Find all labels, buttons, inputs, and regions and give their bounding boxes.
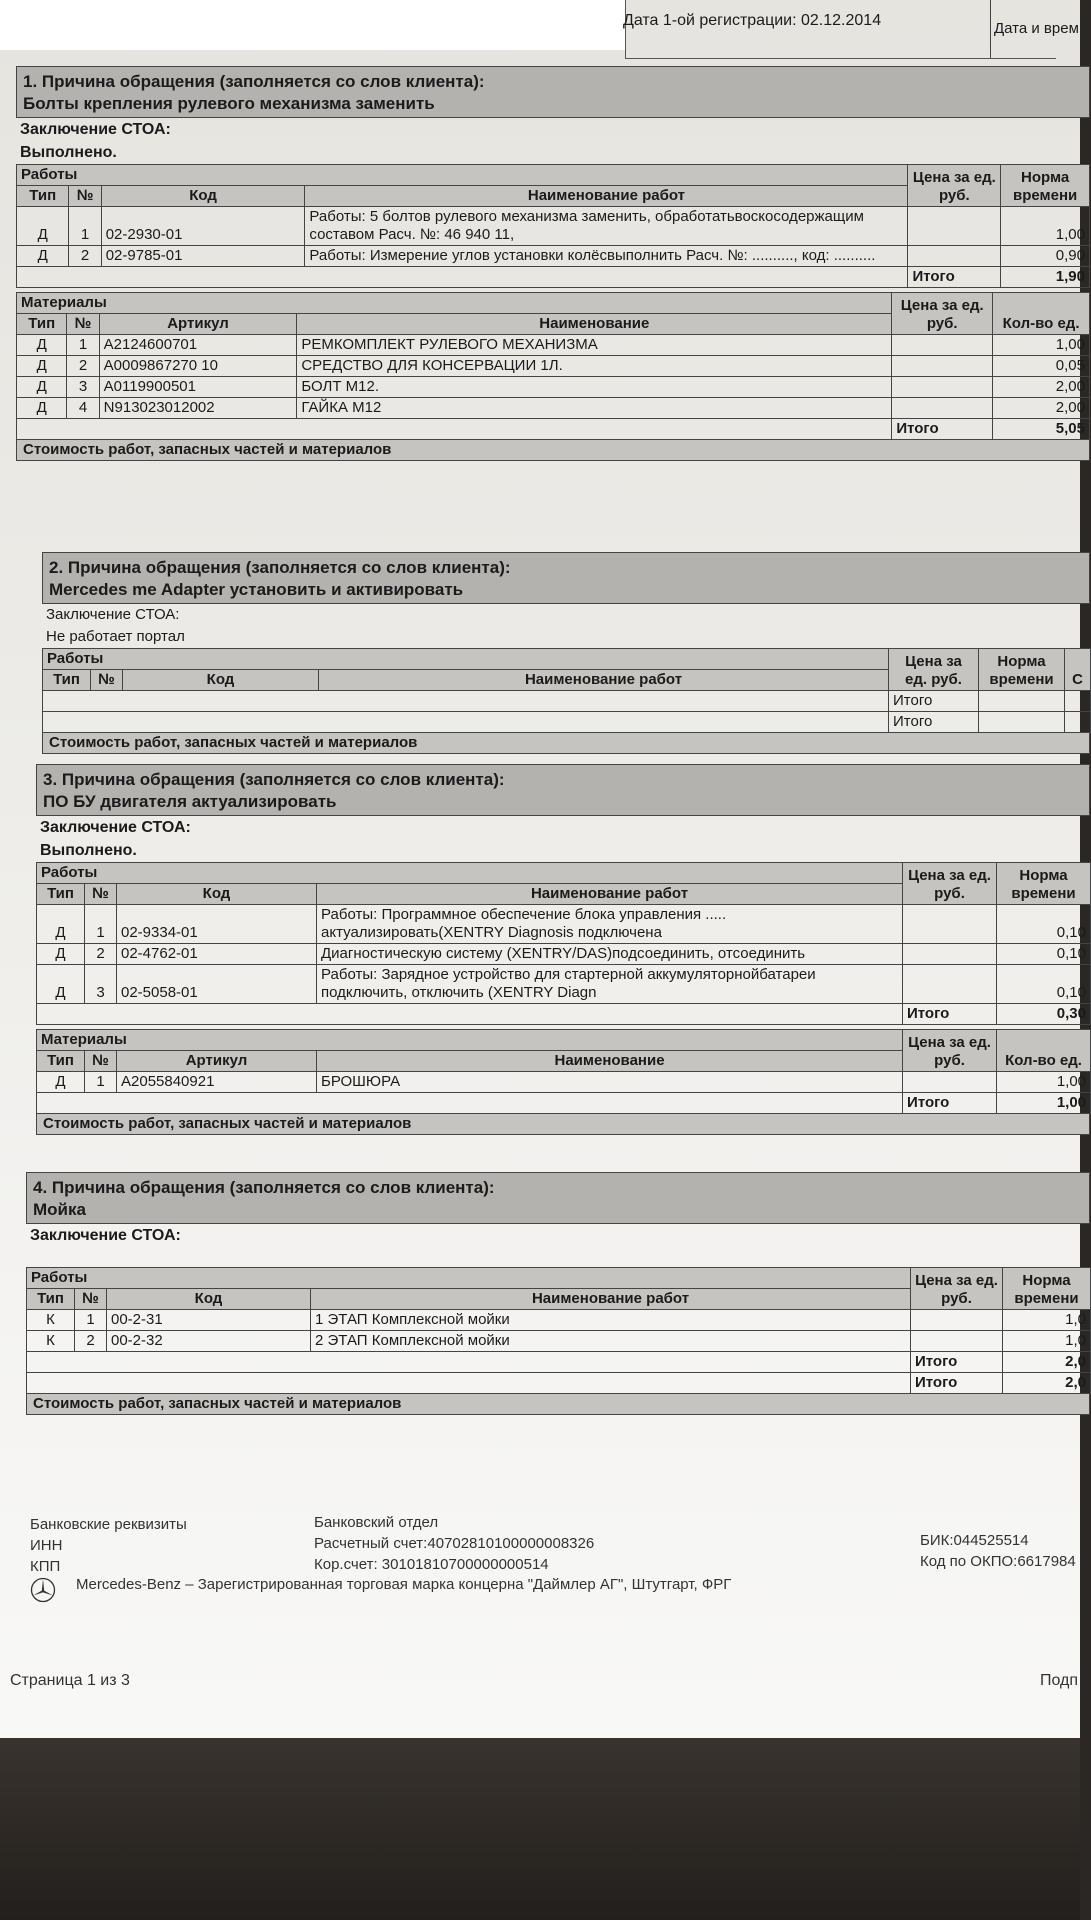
total-spacer bbox=[17, 419, 892, 440]
cell-code: 02-9334-01 bbox=[117, 905, 317, 944]
cell-name: Работы: 5 болтов рулевого механизма заменить, обработатьвоскосодержащим составом Расч. №: 46 940 11, bbox=[305, 207, 908, 246]
cell-qty: 2,00 bbox=[993, 398, 1090, 419]
cell-type: Д bbox=[37, 944, 85, 965]
total-value: 2,0 bbox=[1003, 1373, 1091, 1394]
section-4-reason bbox=[26, 1172, 1090, 1224]
col-type: Тип bbox=[43, 670, 91, 691]
cell-type: Д bbox=[17, 398, 67, 419]
col-price: Цена за ед. руб. bbox=[889, 649, 979, 691]
reason-label: 3. Причина обращения (заполняется со слов клиента): bbox=[43, 770, 505, 789]
okpo-value: Код по ОКПО:6617984 bbox=[920, 1553, 1076, 1570]
total-value bbox=[979, 691, 1065, 712]
cell-code: 02-5058-01 bbox=[117, 965, 317, 1004]
cell-name: Работы: Зарядное устройство для стартерной аккумуляторнойбатареи подключить, отключить (XENTRY Diagn bbox=[317, 965, 903, 1004]
reason-label: 2. Причина обращения (заполняется со слов клиента): bbox=[49, 558, 511, 577]
cell-qty: 0,05 bbox=[993, 356, 1090, 377]
inn-label: ИНН bbox=[30, 1537, 63, 1554]
section-2-reason bbox=[42, 552, 1090, 604]
bank-right-block bbox=[920, 1530, 1076, 1572]
col-name: Наименование bbox=[317, 1051, 903, 1072]
bik-value: БИК:044525514 bbox=[920, 1532, 1029, 1549]
cell-name: Работы: Измерение углов установки колёсвыполнить Расч. №: .........., код: .......... bbox=[305, 246, 908, 267]
col-norm: Норма времени bbox=[979, 649, 1065, 691]
col-type: Тип bbox=[17, 186, 69, 207]
cell-code: 00-2-32 bbox=[107, 1331, 311, 1352]
total-spacer bbox=[27, 1373, 911, 1394]
conclusion-text: Не работает портал bbox=[46, 628, 185, 645]
cell-type: Д bbox=[17, 335, 67, 356]
works-table bbox=[36, 862, 1091, 1025]
cell-code: 02-2930-01 bbox=[101, 207, 305, 246]
col-name: Наименование работ bbox=[317, 884, 903, 905]
registration-date: Дата 1-ой регистрации: 02.12.2014 bbox=[623, 12, 882, 29]
cell-type: Д bbox=[17, 356, 67, 377]
col-norm: Норма времени bbox=[1003, 1268, 1091, 1310]
total-value: 1,00 bbox=[997, 1093, 1091, 1114]
col-article: Артикул bbox=[99, 314, 297, 335]
col-price: Цена за ед. руб. bbox=[892, 293, 993, 335]
correspondent-account: Кор.счет: 30101810700000000514 bbox=[314, 1556, 549, 1573]
materials-table bbox=[16, 292, 1090, 440]
cell-norm: 1,0 bbox=[1003, 1331, 1091, 1352]
cell-name: БРОШЮРА bbox=[317, 1072, 903, 1093]
col-article: Артикул bbox=[117, 1051, 317, 1072]
reason-label: 1. Причина обращения (заполняется со слов клиента): bbox=[23, 72, 485, 91]
header-divider bbox=[990, 0, 991, 58]
header-blank-area bbox=[0, 0, 625, 50]
bank-requisites-label: Банковские реквизиты bbox=[30, 1516, 187, 1533]
cell-price bbox=[903, 944, 997, 965]
total-value bbox=[979, 712, 1065, 733]
cell-type: Д bbox=[17, 246, 69, 267]
section-3 bbox=[36, 764, 1090, 1135]
cell-price bbox=[911, 1310, 1003, 1331]
cell-qty: 1,00 bbox=[997, 1072, 1091, 1093]
table-row bbox=[37, 965, 1091, 1004]
total-label: Итого bbox=[911, 1352, 1003, 1373]
col-num: № bbox=[67, 314, 99, 335]
col-price: Цена за ед. руб. bbox=[903, 1030, 997, 1072]
total-spacer bbox=[37, 1093, 903, 1114]
works-table bbox=[26, 1267, 1091, 1394]
col-code: Код bbox=[101, 186, 305, 207]
col-num: № bbox=[85, 884, 117, 905]
materials-label: Материалы bbox=[37, 1030, 903, 1051]
cell-norm: 0,10 bbox=[997, 905, 1091, 944]
mercedes-star-icon bbox=[30, 1577, 56, 1603]
cell-type: Д bbox=[17, 207, 69, 246]
reason-label: 4. Причина обращения (заполняется со слов клиента): bbox=[33, 1178, 495, 1197]
cell-article: N913023012002 bbox=[99, 398, 297, 419]
col-code: Код bbox=[107, 1289, 311, 1310]
col-type: Тип bbox=[17, 314, 67, 335]
col-price: Цена за ед. руб. bbox=[903, 863, 997, 905]
table-row bbox=[37, 944, 1091, 965]
table-row bbox=[17, 335, 1090, 356]
cell-type: Д bbox=[17, 377, 67, 398]
table-row bbox=[37, 1072, 1091, 1093]
cell-num: 2 bbox=[67, 356, 99, 377]
cell-name: РЕМКОМПЛЕКТ РУЛЕВОГО МЕХАНИЗМА bbox=[297, 335, 892, 356]
cell-price bbox=[892, 335, 993, 356]
cell-name: Диагностическую систему (XENTRY/DAS)подсоединить, отсоединить bbox=[317, 944, 903, 965]
cell-num: 3 bbox=[67, 377, 99, 398]
cell-article: A0119900501 bbox=[99, 377, 297, 398]
cell-type: К bbox=[27, 1331, 75, 1352]
section-3-reason bbox=[36, 764, 1090, 816]
total-label: Итого bbox=[889, 712, 979, 733]
cell-article: A0009867270 10 bbox=[99, 356, 297, 377]
section-4 bbox=[26, 1172, 1090, 1415]
total-spacer bbox=[43, 712, 889, 733]
works-label: Работы bbox=[43, 649, 889, 670]
total-label: Итого bbox=[911, 1373, 1003, 1394]
section-2 bbox=[42, 552, 1090, 754]
materials-label: Материалы bbox=[17, 293, 892, 314]
cell-num: 1 bbox=[75, 1310, 107, 1331]
cell-norm: 1,00 bbox=[1001, 207, 1090, 246]
cell-price bbox=[892, 356, 993, 377]
works-label: Работы bbox=[37, 863, 903, 884]
table-row bbox=[27, 1310, 1091, 1331]
total-label: Итого bbox=[892, 419, 993, 440]
cell-num: 1 bbox=[67, 335, 99, 356]
table-row bbox=[37, 905, 1091, 944]
total-extra bbox=[1065, 712, 1091, 733]
cell-price bbox=[908, 207, 1001, 246]
trademark-notice: Mercedes-Benz – Зарегистрированная торговая марка концерна "Даймлер АГ", Штутгарт, ФРГ bbox=[76, 1576, 732, 1593]
total-spacer bbox=[27, 1352, 911, 1373]
cell-qty: 1,00 bbox=[993, 335, 1090, 356]
conclusion-text: Выполнено. bbox=[40, 842, 137, 859]
conclusion-label: Заключение СТОА: bbox=[40, 819, 191, 836]
table-row bbox=[17, 398, 1090, 419]
cell-num: 2 bbox=[75, 1331, 107, 1352]
total-label: Итого bbox=[908, 267, 1001, 288]
col-num: № bbox=[75, 1289, 107, 1310]
table-row bbox=[27, 1331, 1091, 1352]
cell-price bbox=[911, 1331, 1003, 1352]
desk-background bbox=[0, 1720, 1080, 1920]
col-num: № bbox=[69, 186, 101, 207]
conclusion-text: Выполнено. bbox=[20, 144, 117, 161]
cell-norm: 0,90 bbox=[1001, 246, 1090, 267]
cell-price bbox=[903, 1072, 997, 1093]
cell-type: Д bbox=[37, 1072, 85, 1093]
total-extra bbox=[1065, 691, 1091, 712]
total-label: Итого bbox=[903, 1004, 997, 1025]
table-row bbox=[17, 377, 1090, 398]
col-price: Цена за ед. руб. bbox=[908, 165, 1001, 207]
bank-department-label: Банковский отдел bbox=[314, 1514, 439, 1531]
section-1-reason bbox=[16, 66, 1090, 118]
cell-article: A2055840921 bbox=[117, 1072, 317, 1093]
materials-table bbox=[36, 1029, 1091, 1114]
cell-code: 02-9785-01 bbox=[101, 246, 305, 267]
cell-num: 1 bbox=[85, 905, 117, 944]
conclusion-label: Заключение СТОА: bbox=[20, 121, 171, 138]
col-name: Наименование работ bbox=[311, 1289, 911, 1310]
works-label: Работы bbox=[17, 165, 908, 186]
cell-name: БОЛТ М12. bbox=[297, 377, 892, 398]
col-name: Наименование работ bbox=[305, 186, 908, 207]
cell-type: Д bbox=[37, 905, 85, 944]
cell-num: 3 bbox=[85, 965, 117, 1004]
table-row bbox=[17, 207, 1090, 246]
table-row bbox=[17, 246, 1090, 267]
cost-summary: Стоимость работ, запасных частей и материалов bbox=[36, 1114, 1090, 1135]
page-number: Страница 1 из 3 bbox=[10, 1672, 130, 1689]
conclusion-text bbox=[26, 1247, 1090, 1267]
col-code: Код bbox=[123, 670, 319, 691]
cost-summary: Стоимость работ, запасных частей и материалов bbox=[42, 733, 1090, 754]
cell-type: Д bbox=[37, 965, 85, 1004]
col-qty: Кол-во ед. bbox=[997, 1030, 1091, 1072]
total-value: 5,05 bbox=[993, 419, 1090, 440]
cell-price bbox=[892, 398, 993, 419]
conclusion-label: Заключение СТОА: bbox=[46, 606, 180, 623]
conclusion-label: Заключение СТОА: bbox=[30, 1227, 181, 1244]
kpp-label: КПП bbox=[30, 1558, 61, 1575]
bank-left-block bbox=[30, 1514, 187, 1577]
reason-text: ПО БУ двигателя актуализировать bbox=[43, 792, 337, 811]
col-norm: Норма времени bbox=[997, 863, 1091, 905]
col-name: Наименование работ bbox=[319, 670, 889, 691]
cell-num: 1 bbox=[85, 1072, 117, 1093]
col-price: Цена за ед. руб. bbox=[911, 1268, 1003, 1310]
cell-num: 4 bbox=[67, 398, 99, 419]
cell-name: ГАЙКА М12 bbox=[297, 398, 892, 419]
works-table bbox=[42, 648, 1091, 733]
cell-name: СРЕДСТВО ДЛЯ КОНСЕРВАЦИИ 1Л. bbox=[297, 356, 892, 377]
account-number: Расчетный счет:40702810100000008326 bbox=[314, 1535, 595, 1552]
section-1 bbox=[16, 66, 1090, 461]
cell-qty: 2,00 bbox=[993, 377, 1090, 398]
cost-summary: Стоимость работ, запасных частей и материалов bbox=[16, 440, 1090, 461]
col-num: № bbox=[91, 670, 123, 691]
signature-label: Подп bbox=[1040, 1672, 1079, 1689]
cell-article: A2124600701 bbox=[99, 335, 297, 356]
cell-type: К bbox=[27, 1310, 75, 1331]
col-cut: С bbox=[1065, 649, 1091, 691]
reason-text: Мойка bbox=[33, 1200, 86, 1219]
cell-code: 02-4762-01 bbox=[117, 944, 317, 965]
reason-text: Болты крепления рулевого механизма заменить bbox=[23, 94, 435, 113]
cell-num: 1 bbox=[69, 207, 101, 246]
col-norm: Норма времени bbox=[1001, 165, 1090, 207]
date-time-label: Дата и врем bbox=[994, 20, 1079, 37]
cell-norm: 0,10 bbox=[997, 944, 1091, 965]
col-qty: Кол-во ед. bbox=[993, 293, 1090, 335]
reason-text: Mercedes me Adapter установить и активировать bbox=[49, 580, 464, 599]
cell-norm: 1,0 bbox=[1003, 1310, 1091, 1331]
cell-num: 2 bbox=[85, 944, 117, 965]
total-spacer bbox=[43, 691, 889, 712]
total-value: 0,30 bbox=[997, 1004, 1091, 1025]
cell-name: 2 ЭТАП Комплексной мойки bbox=[311, 1331, 911, 1352]
total-spacer bbox=[17, 267, 908, 288]
total-value: 1,90 bbox=[1001, 267, 1090, 288]
cell-price bbox=[903, 965, 997, 1004]
total-spacer bbox=[37, 1004, 903, 1025]
cell-price bbox=[903, 905, 997, 944]
cost-summary: Стоимость работ, запасных частей и материалов bbox=[26, 1394, 1090, 1415]
total-value: 2,0 bbox=[1003, 1352, 1091, 1373]
cell-norm: 0,10 bbox=[997, 965, 1091, 1004]
cell-price bbox=[908, 246, 1001, 267]
cell-code: 00-2-31 bbox=[107, 1310, 311, 1331]
total-label: Итого bbox=[903, 1093, 997, 1114]
table-row bbox=[17, 356, 1090, 377]
col-code: Код bbox=[117, 884, 317, 905]
works-label: Работы bbox=[27, 1268, 911, 1289]
col-type: Тип bbox=[27, 1289, 75, 1310]
cell-num: 2 bbox=[69, 246, 101, 267]
cell-price bbox=[892, 377, 993, 398]
bank-middle-block bbox=[314, 1512, 594, 1575]
works-table bbox=[16, 164, 1090, 288]
cell-name: 1 ЭТАП Комплексной мойки bbox=[311, 1310, 911, 1331]
col-type: Тип bbox=[37, 884, 85, 905]
col-num: № bbox=[85, 1051, 117, 1072]
col-name: Наименование bbox=[297, 314, 892, 335]
cell-name: Работы: Программное обеспечение блока управления ..... актуализировать(XENTRY Diagnosis подключена bbox=[317, 905, 903, 944]
total-label: Итого bbox=[889, 691, 979, 712]
col-type: Тип bbox=[37, 1051, 85, 1072]
